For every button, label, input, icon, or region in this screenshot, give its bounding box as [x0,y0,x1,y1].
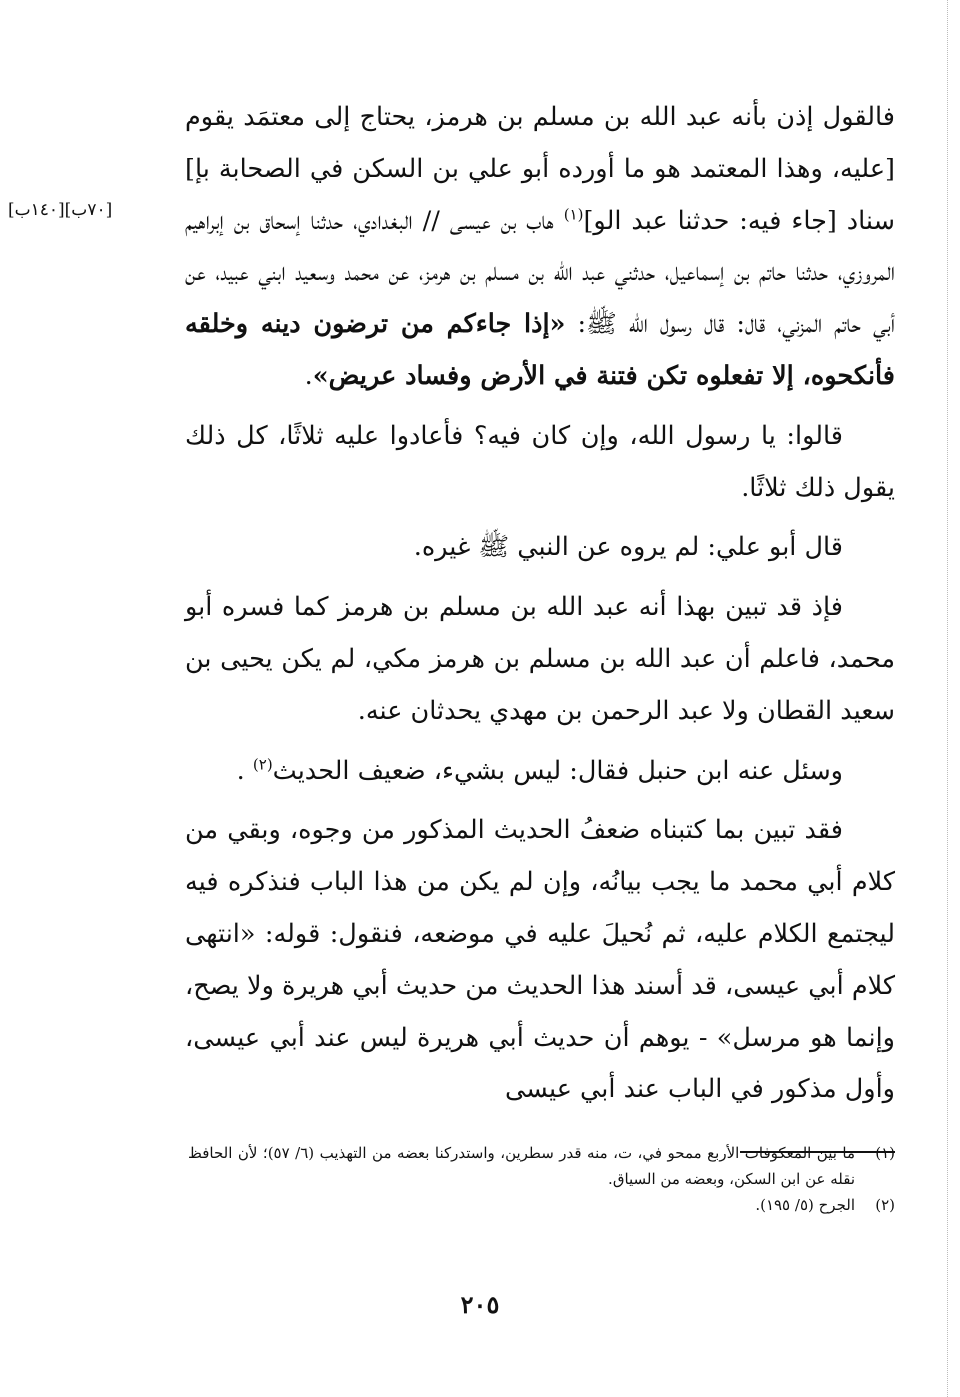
paragraph: فإذ قد تبين بهذا أنه عبد الله بن مسلم بن هرمز كما فسره أبو محمد، فاعلم أن عبد الله بن مسلم بن هرمز مكي، لم يكن يحيى بن سعيد القطان ولا عبد الرحمن بن مهدي يحدثان عنه. [185,592,895,726]
footnote-ref[interactable]: (٢) [252,755,273,774]
paragraph: فقد تبين بما كتبناه ضعفُ الحديث المذكور من وجوه، وبقي من كلام أبي محمد ما يجب بيانُه، وإن لم يكن من هذا الباب فنذكره فيه ليجتمع الكلام عليه، ثم نُحيلَ عليه في موضعه، فنقول: قوله: «انتهى كلام أبي عيسى، قد أسند هذا الحديث من حديث أبي هريرة ولا يصح، وإنما هو مرسل» - يوهم أن حديث أبي هريرة ليس عند أبي عيسى، وأول مذكور في الباب عند أبي عيسى [185,815,895,1105]
paragraph: قالوا: يا رسول الله، وإن كان فيه؟ فأعادوا عليه ثلاثًا، كل ذلك يقول ذلك ثلاثًا. [185,420,895,503]
footnote-ref[interactable]: (١) [563,205,584,224]
manuscript-folio-note: [٧٠ب][١٤٠ب] [8,200,113,220]
footnote-text: الجرح (٥/ ١٩٥). [755,1196,855,1214]
footnote-text: ما بين المعكوفات الأربع ممحو في، ت، منه قدر سطرين، واستدركنا بعضه من التهذيب (٦/ ٥٧)؛ لأن الحافظ نقله عن ابن السكن، وبعضه من السياق. [188,1144,855,1188]
footnote-item [188,1192,895,1218]
text-run: هاب بن عيسى // البغدادي، حدثنا إسحاق بن إبراهيم المروزي، حدثنا حاتم بن إسماعيل، حدثني عبد الله بن مسلم بن هرمز، عن محمد وسعيد ابني عبيد، عن أبي حاتم المزني، قال: قال رسول الله ﷺ: [185,205,895,340]
page-number: ٢٠٥ [460,1290,500,1319]
paragraph [185,92,895,403]
footnotes [188,1140,895,1218]
paragraph: قال أبو علي: لم يروه عن النبي ﷺ غيره. [413,532,843,563]
footnote-number: (١) [875,1144,895,1162]
footnote-number: (٢) [875,1196,895,1214]
text-run: وسئل عنه ابن حنبل فقال: ليس بشيء، ضعيف الحديث [272,755,843,786]
text-run: . [304,360,313,391]
text-run: . [236,755,253,786]
text-run: فالقول إذن بأنه عبد الله بن مسلم بن هرمز، يحتاج إلى معتمَد يقوم [عليه، وهذا المعتمد هو ما أورده أبو علي بن السكن في الصحابة بإ] سناد [جاء فيه: حدثنا عبد الو] [185,102,895,236]
page-edge-line [947,0,948,1397]
hadith-text: «إذا جاءكم من ترضون دينه وخلقه فأنكحوه، إلا تفعلوه تكن فتنة في الأرض وفساد عريض» [185,309,895,391]
paragraph [185,746,895,798]
footnote-item [188,1140,895,1192]
main-text [185,92,895,1124]
